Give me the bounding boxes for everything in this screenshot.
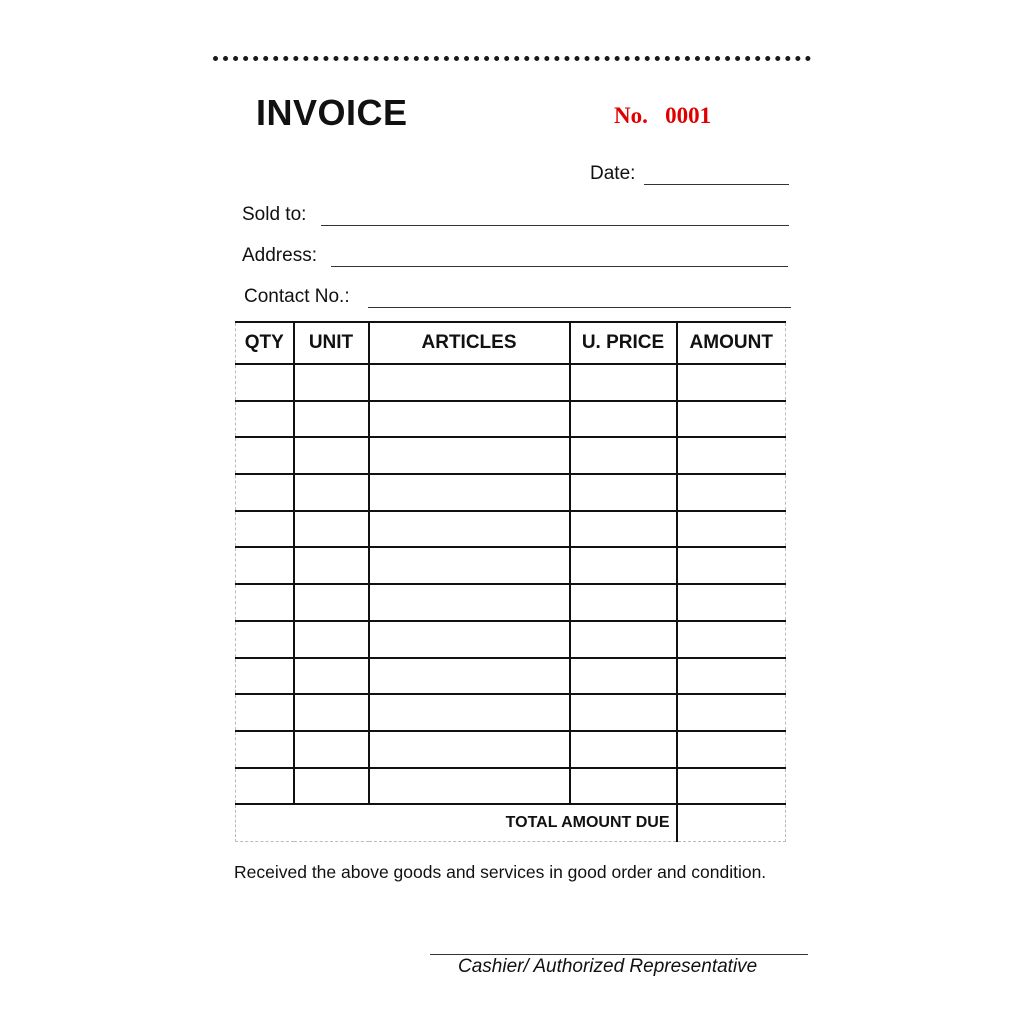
signature-caption: Cashier/ Authorized Representative — [458, 956, 758, 977]
address-label: Address: — [242, 245, 317, 266]
invoice-number-value: 0001 — [665, 103, 712, 128]
received-statement: Received the above goods and services in good order and condition. — [234, 862, 767, 882]
cell-qty[interactable] — [236, 437, 294, 474]
cell-articles[interactable] — [369, 511, 570, 548]
cell-unit[interactable] — [294, 584, 369, 621]
sold-to-field[interactable] — [321, 225, 789, 226]
cell-unit-price[interactable] — [570, 401, 677, 438]
sold-to-label: Sold to: — [242, 204, 307, 225]
table-row — [236, 401, 786, 438]
cell-unit-price[interactable] — [570, 547, 677, 584]
cell-unit-price[interactable] — [570, 621, 677, 658]
cell-unit[interactable] — [294, 621, 369, 658]
invoice-title: INVOICE — [256, 92, 408, 133]
table-row — [236, 694, 786, 731]
cell-unit[interactable] — [294, 437, 369, 474]
table-row — [236, 731, 786, 768]
cell-qty[interactable] — [236, 768, 294, 805]
date-label: Date: — [590, 163, 636, 184]
cell-unit[interactable] — [294, 731, 369, 768]
column-header-qty: QTY — [236, 322, 294, 364]
column-header-articles: ARTICLES — [369, 322, 570, 364]
contact-no-field[interactable] — [368, 307, 791, 308]
cell-unit-price[interactable] — [570, 511, 677, 548]
address-field[interactable] — [331, 266, 788, 267]
contact-no-label: Contact No.: — [244, 286, 350, 307]
cell-unit[interactable] — [294, 658, 369, 695]
cell-unit-price[interactable] — [570, 694, 677, 731]
cell-unit[interactable] — [294, 474, 369, 511]
total-row — [236, 804, 786, 842]
cell-articles[interactable] — [369, 694, 570, 731]
cell-amount[interactable] — [677, 768, 786, 805]
cell-unit[interactable] — [294, 694, 369, 731]
table-row — [236, 621, 786, 658]
cell-unit[interactable] — [294, 511, 369, 548]
cell-unit-price[interactable] — [570, 731, 677, 768]
cell-unit[interactable] — [294, 547, 369, 584]
cell-amount[interactable] — [677, 511, 786, 548]
cell-unit-price[interactable] — [570, 768, 677, 805]
cell-articles[interactable] — [369, 401, 570, 438]
signature-line[interactable] — [430, 954, 808, 955]
date-field[interactable] — [644, 184, 789, 185]
cell-amount[interactable] — [677, 658, 786, 695]
cell-articles[interactable] — [369, 731, 570, 768]
table-row — [236, 474, 786, 511]
items-table — [235, 321, 786, 842]
invoice-number — [614, 103, 711, 129]
cell-qty[interactable] — [236, 731, 294, 768]
column-header-amount: AMOUNT — [677, 322, 786, 364]
table-row — [236, 511, 786, 548]
table-row — [236, 584, 786, 621]
cell-unit-price[interactable] — [570, 364, 677, 401]
cell-unit[interactable] — [294, 768, 369, 805]
cell-articles[interactable] — [369, 364, 570, 401]
cell-qty[interactable] — [236, 621, 294, 658]
cell-qty[interactable] — [236, 474, 294, 511]
cell-unit-price[interactable] — [570, 584, 677, 621]
cell-qty[interactable] — [236, 401, 294, 438]
cell-amount[interactable] — [677, 621, 786, 658]
cell-unit-price[interactable] — [570, 474, 677, 511]
total-amount-due-label: TOTAL AMOUNT DUE — [236, 804, 677, 842]
cell-qty[interactable] — [236, 547, 294, 584]
cell-qty[interactable] — [236, 694, 294, 731]
cell-amount[interactable] — [677, 401, 786, 438]
table-header-row — [236, 322, 786, 364]
column-header-unit-price: U. PRICE — [570, 322, 677, 364]
cell-amount[interactable] — [677, 547, 786, 584]
cell-articles[interactable] — [369, 768, 570, 805]
cell-unit-price[interactable] — [570, 658, 677, 695]
cell-unit[interactable] — [294, 364, 369, 401]
cell-qty[interactable] — [236, 658, 294, 695]
cell-unit-price[interactable] — [570, 437, 677, 474]
perforation-line — [213, 56, 811, 61]
column-header-unit: UNIT — [294, 322, 369, 364]
table-row — [236, 768, 786, 805]
table-row — [236, 547, 786, 584]
table-row — [236, 437, 786, 474]
cell-amount[interactable] — [677, 474, 786, 511]
cell-qty[interactable] — [236, 584, 294, 621]
cell-unit[interactable] — [294, 401, 369, 438]
cell-amount[interactable] — [677, 437, 786, 474]
cell-qty[interactable] — [236, 511, 294, 548]
cell-amount[interactable] — [677, 694, 786, 731]
cell-articles[interactable] — [369, 437, 570, 474]
cell-articles[interactable] — [369, 621, 570, 658]
table-row — [236, 364, 786, 401]
cell-articles[interactable] — [369, 547, 570, 584]
table-row — [236, 658, 786, 695]
total-amount-due-cell[interactable] — [677, 804, 786, 842]
cell-amount[interactable] — [677, 584, 786, 621]
cell-articles[interactable] — [369, 658, 570, 695]
cell-qty[interactable] — [236, 364, 294, 401]
cell-articles[interactable] — [369, 474, 570, 511]
cell-amount[interactable] — [677, 731, 786, 768]
cell-amount[interactable] — [677, 364, 786, 401]
invoice-number-label: No. — [614, 103, 648, 128]
cell-articles[interactable] — [369, 584, 570, 621]
